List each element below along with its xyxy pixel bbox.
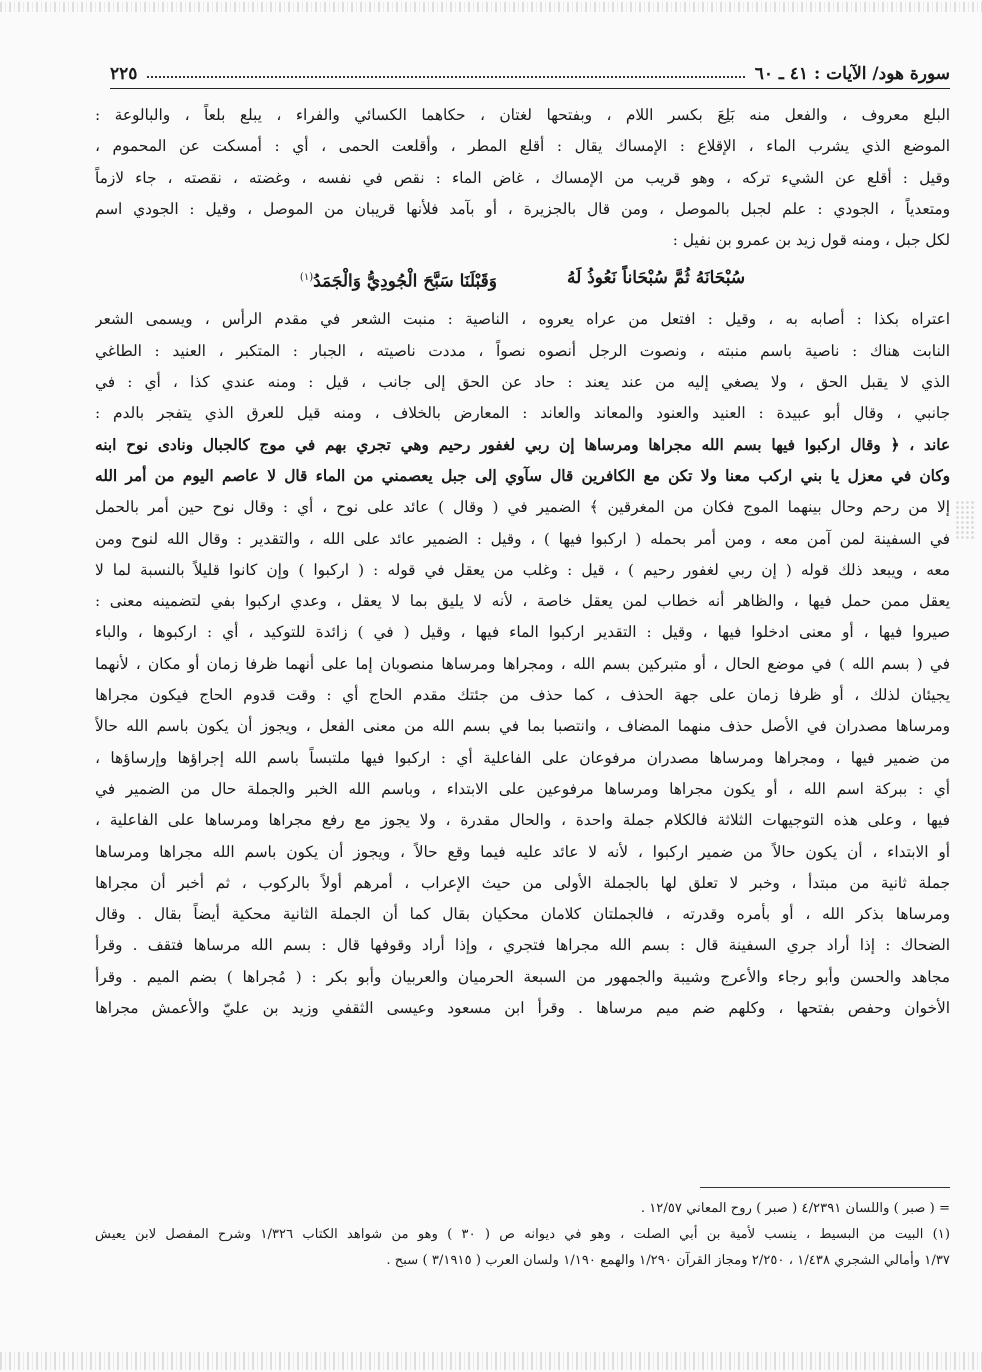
text-line: صيروا فيها ، أو معنى ادخلوا فيها ، وقيل : التقدير اركبوا الماء فيها ، وقيل ( في ) زائدة للتوكيد ، أي : اركبوها ، والباء	[95, 623, 950, 642]
text-line: يجيئان لذلك ، أو ظرفا زمان على جهة الحذف ، كما حذف من جئتك مقدم الحاج أي : وقت قدوم الحاج فيكون مجراها	[95, 686, 950, 705]
header-dot-leader	[147, 76, 744, 78]
text-line: اعتراه بكذا : أصابه به ، وقيل : افتعل من عراه يعروه ، الناصية : منبت الشعر في مقدم الرأس ، ويسمى الشعر	[95, 310, 950, 329]
chapter-title: سورة هود/ الآيات : ٤١ ـ ٦٠	[754, 64, 950, 84]
footnote-line: = ( صبر ) واللسان ٤/٢٣٩١ ( صبر ) روح المعاني ١٢/٥٧ .	[640, 1201, 950, 1216]
text-line: ومرساها مصدران في الأصل حذف منهما المضاف ، وانتصبا بما في بسم الله من معنى الفعل ، ويجوز أن يكون باسم الله حالاً	[95, 717, 950, 736]
text-line: فيها ، وعلى هذه التوجيهات الثلاثة فالكلام جملة واحدة ، والحال مقدرة ، ولا يجوز مع رفع مجراها ومرساها على الفاعلية ،	[95, 811, 950, 830]
footnote-marker: (١)	[299, 272, 314, 284]
footnotes	[95, 1196, 950, 1274]
page-number: ٢٢٥	[110, 64, 138, 84]
text-line: أو الابتداء ، أن يكون حالاً من ضمير اركبوا ، لأنه لا عائد عليه فيما وقع حالاً ، ويجوز أن يكون باسم الله مجراها ومرساها	[95, 842, 950, 861]
footnote-line: (١) البيت من البسيط ، ينسب لأمية بن أبي الصلت ، وهو في ديوانه ص ( ٣٠ ) وهو من شواهد الكتاب ١/٣٢٦ وشرح المفصل لابن يعيش	[95, 1227, 950, 1242]
text-line: الموضع الذي يشرب الماء ، الإقلاع : الإمساك يقال : أقلع المطر ، وأقلعت الحمى ، أي : أمسكت عن المحموم ،	[95, 137, 950, 156]
text-line: من ضمير فيها ، ومجراها ومرساها مصدران مرفوعان على الفاعلية أي : اركبوا فيها ملتبساً باسم الله إجراؤها وإرساؤها ،	[95, 748, 950, 767]
quran-verse-line: وكان في معزل يا بني اركب معنا ولا تكن مع الكافرين قال سآوي إلى جبل يعصمني من الماء قال لا عاصم اليوم من أمر الله	[95, 466, 950, 485]
scan-noise-bottom	[0, 1352, 982, 1370]
verse-hemistich-first: سُبْحَانَهُ ثُمَّ سُبْحَاناً نَعُوذُ لَهُ	[566, 268, 746, 289]
poetry-verse	[95, 256, 950, 304]
footnote-line: ١/٣٧ وأمالي الشجري ١/٤٣٨ ، ٢/٢٥٠ ومجاز القرآن ١/٢٩٠ والهمع ١/١٩٠ ولسان العرب ( ٣/١٩١٥ ) سبح .	[386, 1253, 950, 1268]
text-line: ومرساها بذكر الله ، أو بأمره وقدرته ، فالجملتان كلامان محكيان بقال كما أن الجملة الثانية محكية أيضاً بقال . وقال	[95, 905, 950, 924]
text-line: ومتعدياً ، الجودي : علم لجبل بالموصل ، ومن قال بالجزيرة ، أو بآمد فلأنها قريبان من الموصل ، وقيل : الجودي اسم	[95, 199, 950, 218]
scan-noise-spine	[955, 500, 975, 540]
main-text	[95, 100, 950, 1024]
text-line: إلا من رحم وحال بينهما الموج فكان من المغرقين ﴾ الضمير في ( وقال ) عائد على نوح ، أي : وقال نوح حين أمر بالحمل	[95, 498, 950, 517]
quran-verse-line: عاند ، ﴿ وقال اركبوا فيها بسم الله مجراها ومرساها إن ربي لغفور رحيم وهي تجري بهم في موج كالجبال ونادى نوح ابنه	[95, 435, 950, 454]
text-line: وقيل : أقلع عن الشيء تركه ، وهو قريب من الإمساك ، غاض الماء : نقص في نفسه ، وغضته ، نقصته ، جاء لازماً	[95, 168, 950, 187]
text-line: معه ، ويبعد ذلك قوله ( إن ربي لغفور رحيم ) ، قيل : وغلب من يعقل في قوله : ( اركبوا ) وإن كانوا قليلاً بالنسبة لما لا	[95, 560, 950, 579]
text-line: النابت هناك : ناصية باسم منبته ، ونصوت الرجل أنصوه نصواً ، مددت ناصيته ، الجبار : المتكبر ، العنيد : الطاغي	[95, 341, 950, 360]
text-line: مجاهد والحسن وأبو رجاء والأعرج وشيبة والجمهور من السبعة الحرميان والعربيان وأبو بكر : ( مُجراها ) بضم الميم . وقرأ	[95, 967, 950, 986]
verse-hemistich-second: وَقَبْلَنَا سَبَّحَ الْجُودِيُّ وَالْجَمَدُ$^{(١)}$	[299, 272, 497, 293]
text-line: الضحاك : إذا أراد جري السفينة قال : بسم الله مجراها فتجري ، وإذا أراد وقوفها قال : بسم الله مرساها فتقف . وقرأ	[95, 936, 950, 955]
text-line: يعقل ممن حمل فيها ، والظاهر أنه خطاب لمن يعقل خاصة ، لأنه لا يليق بما لا يعقل ، وعدي اركبوا بفي لتضمينه معنى :	[95, 592, 950, 611]
text-line: لكل جبل ، ومنه قول زيد بن عمرو بن نفيل :	[672, 231, 950, 250]
text-line: في السفينة لمن آمن معه ، ومن أمر بحمله ( اركبوا فيها ) ، وقيل : الضمير عائد على الله ، والتقدير : وقال الله لنوح ومن	[95, 529, 950, 548]
text-line: جملة ثانية من مبتدأ ، وخبر لا تعلق لها بالجملة الأولى من حيث الإعراب ، أمرهم أولاً بالركوب ، ثم أخبر أن مجراها	[95, 873, 950, 892]
text-line: الذي لا يقبل الحق ، ولا يصغي إليه من عند يعند : حاد عن الحق إلى جانب ، قيل : ومنه عندي كذا ، أي : في	[95, 373, 950, 392]
text-line: البلع معروف ، والفعل منه بَلِعَ بكسر اللام ، وبفتحها لغتان ، حكاهما الكسائي والفراء ، يبلع بلعاً ، والبالوعة :	[95, 106, 950, 124]
text-line: جانبي ، وقال أبو عبيدة : العنيد والعنود والمعاند والعاند : المعارض بالخلاف ، ومنه قيل للعرق الذي يتفجر بالدم :	[95, 404, 950, 423]
scan-noise-top	[0, 2, 982, 12]
running-header	[110, 58, 950, 89]
text-line: الأخوان وحفص بفتحها ، وكلهم ضم ميم مرساها . وقرأ ابن مسعود وعيسى الثقفي وزيد بن عليّ والأعمش مجراها	[95, 999, 950, 1018]
text-line: في ( بسم الله ) في موضع الحال ، أو متبركين بسم الله ، ومجراها ومرساها منصوبان إما على أنهما ظرفا زمان أو مكان ، لأنهما	[95, 654, 950, 673]
footnote-separator	[700, 1187, 950, 1188]
text-line: أي : ببركة اسم الله ، أو يكون مجراها ومرساها مرفوعين على الابتداء ، وباسم الله الخبر والجملة حال من الضمير في	[95, 779, 950, 798]
